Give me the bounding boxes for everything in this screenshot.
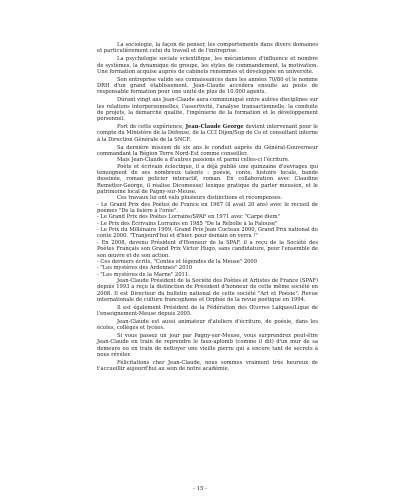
paragraph-experience [97, 124, 318, 143]
paragraph-psychology: La psychologie sociale scientifique, les mécanismes d'influence et nombre de systèmes, la dynamique de groupe, les styles de commandement, la motivation. Une formation acquise auprès de cabinets renommés et développée en université. [97, 56, 318, 75]
award-item: - En 2008, devenu Président d'Honneur de la SPAF, il a reçu de la Société des Poètes Français son Grand Prix Victor Hugo, sans candidature, pour l'ensemble de son œuvre et de son action. [97, 239, 318, 259]
person-name: Jean-Claude George [185, 124, 244, 131]
page-number: - 15 - [193, 486, 207, 492]
paragraph-pagny: Si vous passez un jour par Pagny-sur-Meuse, vous surprendrez peut-être Jean-Claude en train de reprendre le faux-aplomb (comme il dit) d'un mur de sa demeure ou en train de nettoyer une vieille pierre qui a encore tant de secrets à nous révéler. [97, 333, 318, 359]
award-item: - Le Prix des Écrivains Lorrains en 1985 "De la Rébolle à la Falouse" [97, 220, 278, 227]
award-item: - "Les mystères des Ardennes" 2010 [97, 265, 193, 272]
award-item: - Le Grand Prix des Poètes Lorrains/SPAF en 1971 avec "Carpe diem" [97, 214, 280, 221]
award-item: - Le Prix du Millénaire 1999, Grand Prix Jean Cocteau 2000, Grand Prix national du conte 2000. "Tranjourd'hui et d'hier, pour demain on verra !" [97, 227, 318, 240]
paragraph-workshops: Jean-Claude est aussi animateur d'ateliers d'écriture, de poésie, dans les écoles, collèges et lycées. [97, 318, 318, 332]
paragraph-spaf: Jean-Claude Président de la Société des Poètes et Artistes de France (SPAF) depuis 1993 a reçu la distinction de Président d'honneur de cette même société en 2008. Il est Directeur du bulletin national de cette société "Art et Poésie". Revue internationale de culture francophone et Orphée de la revue poétique en 1994. [97, 277, 318, 303]
experience-text-after: devient intervenant pour le compte du Ministère de la Défense, de la CCI Dijon/Sup de Co et consultant interne à la Direction Générale de la SNCF. [97, 124, 319, 143]
paragraph-writer: Poète et écrivain éclectique, il a déjà publié une quinzaine d'ouvrages qui témoignent de ses nombreux talents : poésie, conte, histoire locale, bande dessinée, roman policier interactif, roman. En collaboration avec Claudine Remetter-George, il réalise Dicomeuse/ lexique pratique du parler meusien, et le patrimoine local de Pagny-sur-Meuse. [97, 163, 318, 196]
award-item: - "Les mystères de la Marne" 2011. [97, 271, 190, 278]
experience-text-before: Fort de cette expérience, [117, 124, 186, 131]
award-item: - Ces derniers écrits, "Contes et légendes de la Meuse" 2009 [97, 258, 258, 265]
paragraph-sociology: La sociologie, la façon de penser, les comportements dans divers domaines et particulièrement celui du travail et de l'entreprise. [97, 42, 318, 55]
paragraph-federation: Il est également Président de la Fédération des Œuvres Laïques/Ligue de l'enseignement-Meuse depuis 2005. [97, 304, 318, 318]
paragraph-career: Son entreprise valide ses connaissances dans les années 70/80 et le nomme DRH d'un grand établissement. Jean-Claude accédera ensuite au poste de responsable formation pour une unité de plus de 10.000 agents. [97, 76, 318, 96]
paragraph-congratulations: Félicitations cher Jean-Claude, nous sommes vraiment très heureux de t'accueillir aujourd'hui au sein de notre académie. [97, 360, 318, 373]
award-item: - Le Grand Prix des Poètes de France en 1967 (il avait 20 ans) avec le recueil de poèmes "De la lisière à l'orée". [97, 201, 318, 215]
paragraph-distinctions: Ces travaux lui ont valu plusieurs distinctions et récompenses. [117, 195, 283, 202]
paragraph-passions: Mais Jean-Claude a d'autres passions et parmi celles-ci l'écriture. [117, 157, 290, 164]
paragraph-last-mission: Sa dernière mission de six ans le conduit auprès du Général-Gouverneur commandant la Région Terre Nord-Est comme conseiller. [97, 144, 318, 157]
awards-list [97, 202, 318, 278]
paragraph-disciplines: Durant vingt ans Jean-Claude aura communiqué entre autres disciplines sur les relations interpersonnelles, l'assertivité, l'analyse transactionnelle, la conduite de projets, la démarche qualité, l'ingénierie de la formation et le développement personnel. [97, 97, 318, 123]
